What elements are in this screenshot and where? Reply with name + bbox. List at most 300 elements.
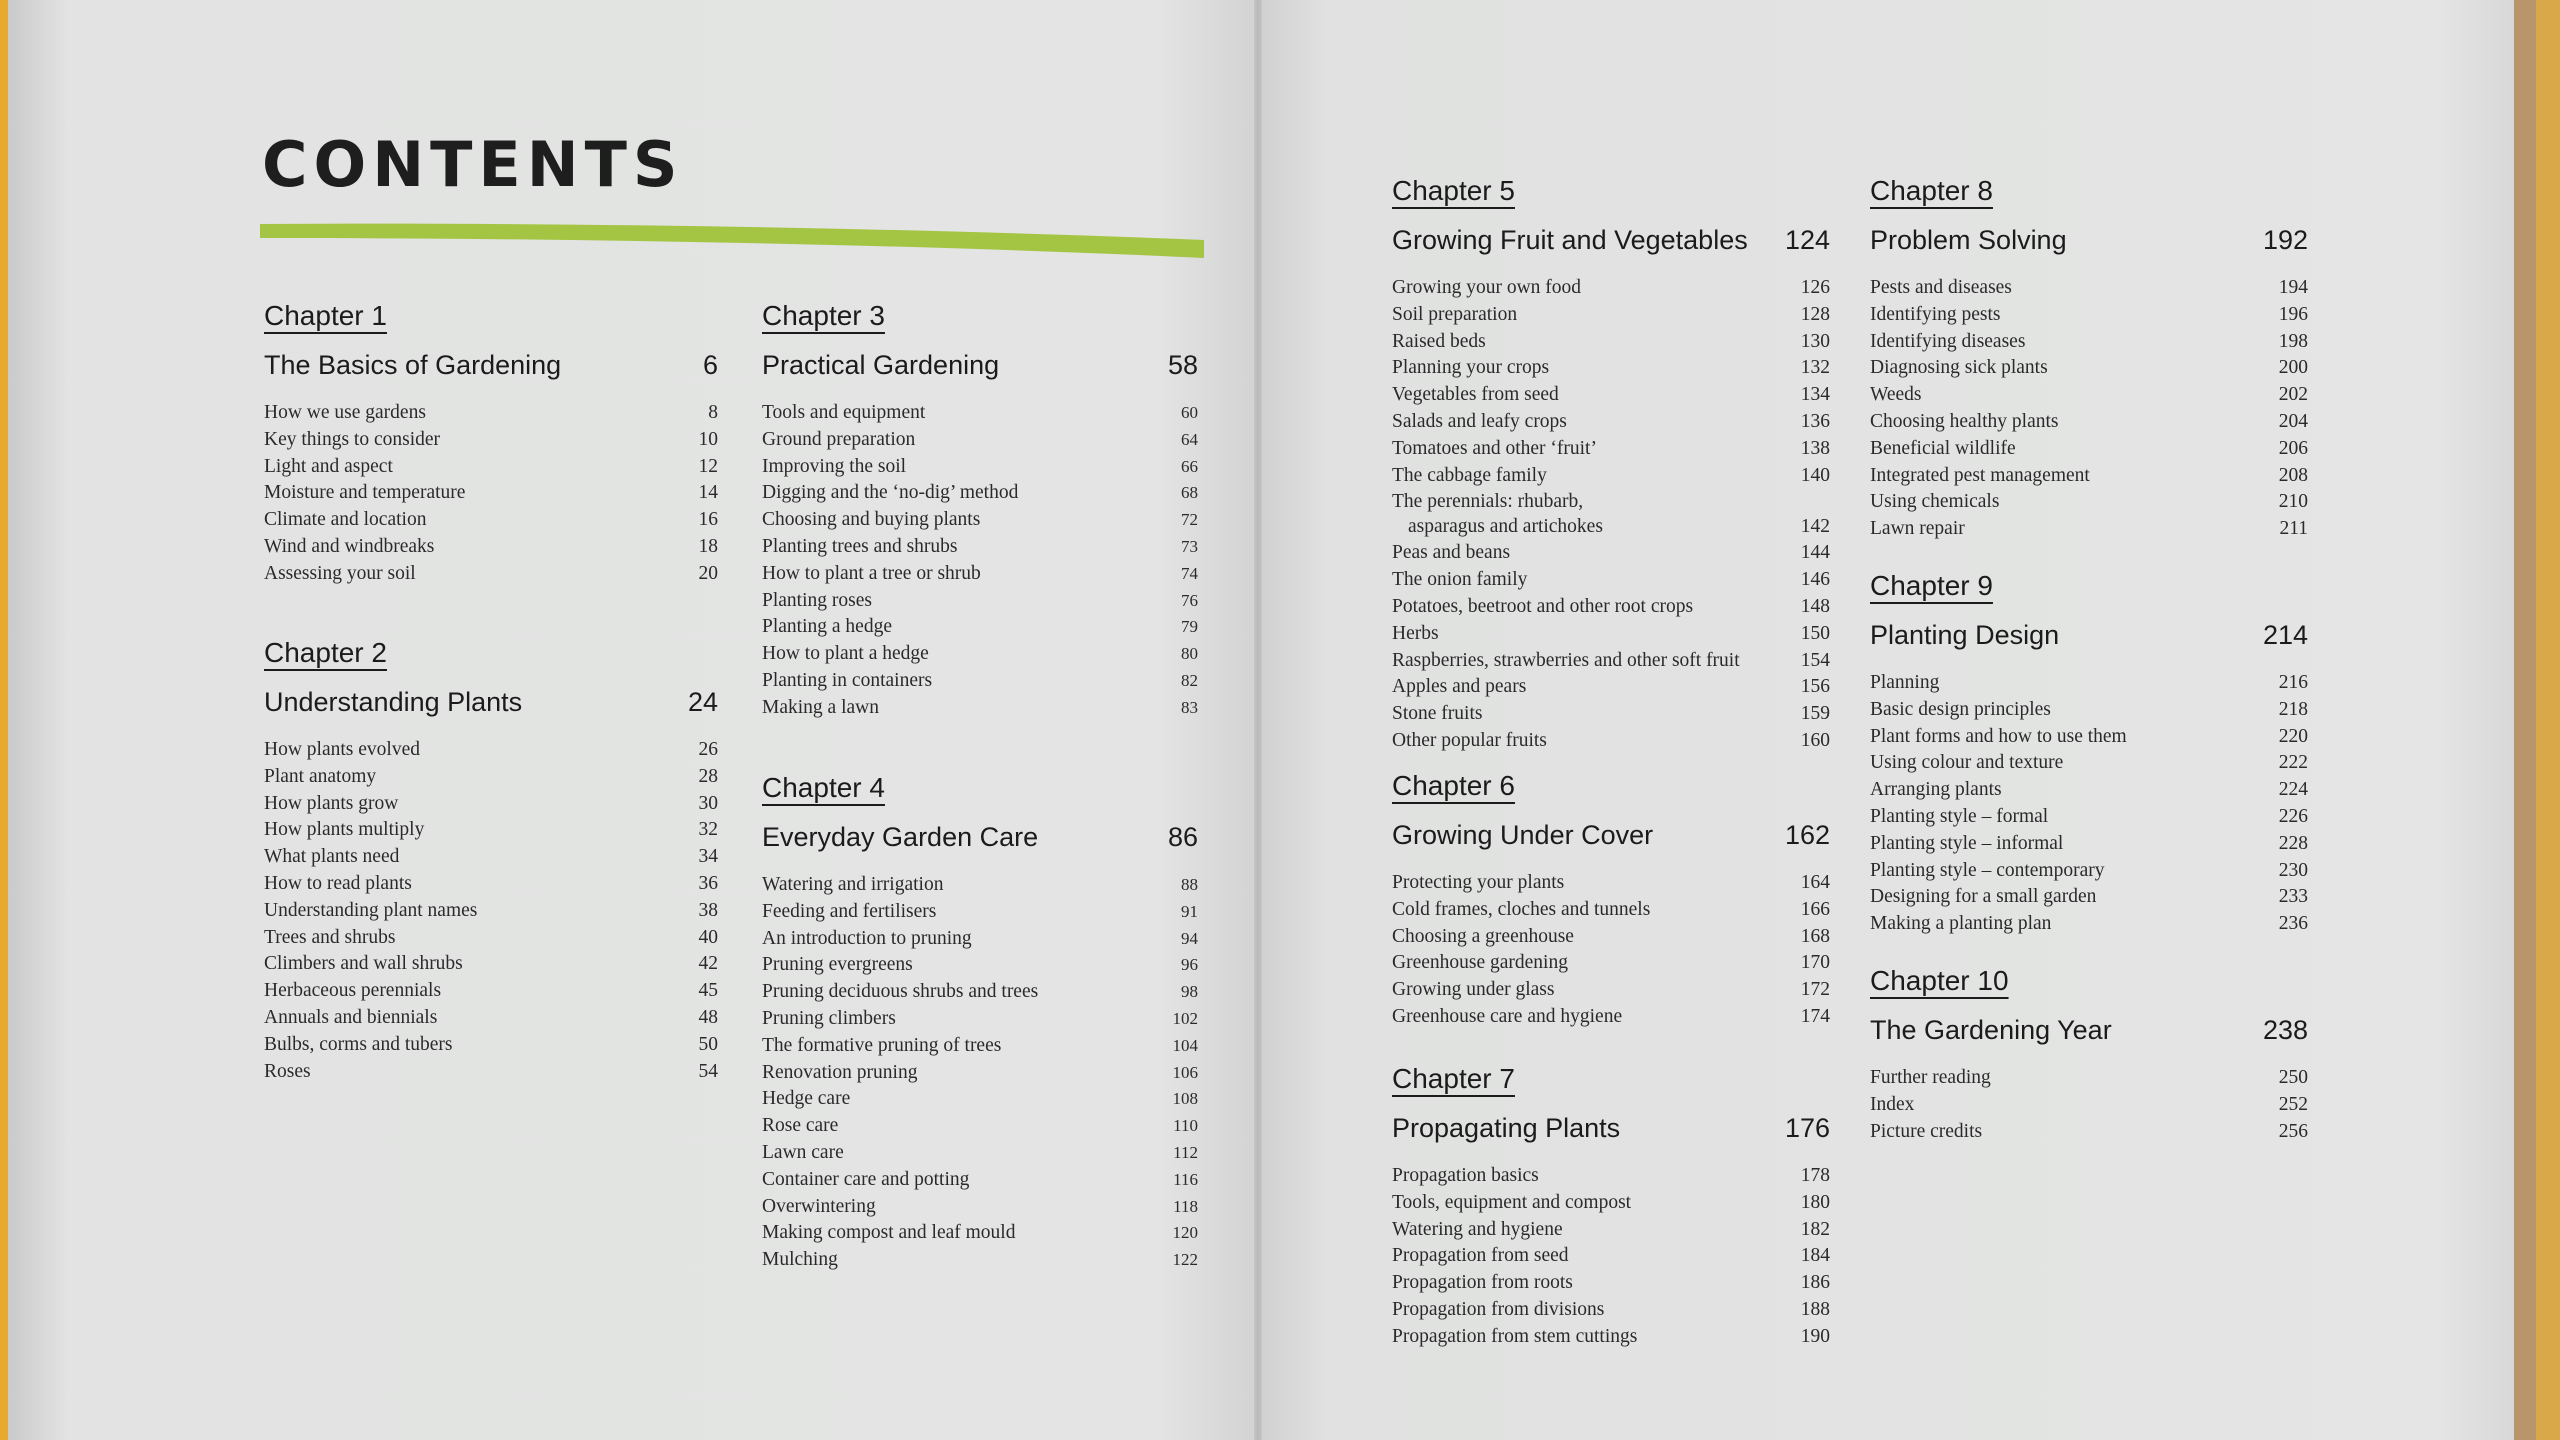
toc-entry [1870, 463, 2308, 490]
toc-entry [762, 454, 1198, 481]
entry-page-number: 74 [1181, 563, 1198, 583]
entry-page-number: 50 [698, 1033, 718, 1055]
entry-page-number: 8 [708, 402, 718, 423]
entry-title: Annuals and biennials [264, 1006, 438, 1028]
entry-title: Choosing and buying plants [762, 509, 981, 531]
entry-title: Herbs [1392, 622, 1439, 644]
toc-entry [1870, 382, 2308, 409]
entry-title: Making compost and leaf mould [762, 1222, 1016, 1244]
entry-page-number: 144 [1800, 542, 1830, 564]
entry-title: Digging and the ‘no-dig’ method [762, 482, 1019, 504]
entry-page-number: 73 [1181, 536, 1198, 556]
toc-entry [762, 979, 1198, 1006]
entry-page-number: 226 [2278, 805, 2308, 827]
toc-entry [1870, 1065, 2308, 1092]
entry-title: Container care and potting [762, 1168, 970, 1190]
entry-page-number: 196 [2278, 303, 2308, 325]
entry-list [264, 737, 718, 1085]
chapter-title: Problem Solving [1870, 225, 2067, 255]
toc-entry [1392, 1163, 1830, 1190]
toc-column-1 [262, 300, 718, 1100]
entry-title: Designing for a small garden [1870, 886, 2097, 908]
entry-title: Wind and windbreaks [264, 535, 435, 557]
entry-page-number: 146 [1800, 569, 1830, 591]
entry-page-number: 126 [1800, 277, 1830, 298]
entry-list [762, 872, 1198, 1274]
toc-entry [1392, 924, 1830, 951]
entry-list [1392, 275, 1830, 755]
chapter-title: Growing Fruit and Vegetables [1392, 225, 1748, 255]
entry-title: Planting roses [762, 589, 872, 611]
entry-page-number: 233 [2278, 886, 2308, 908]
entry-page-number: 120 [1172, 1223, 1198, 1243]
toc-entry [264, 925, 718, 952]
entry-page-number: 14 [698, 482, 718, 504]
toc-column-2 [760, 300, 1198, 1300]
entry-title: Trees and shrubs [264, 926, 396, 948]
toc-entry [762, 1247, 1198, 1274]
chapter-title: Understanding Plants [264, 687, 523, 717]
entry-title: Pruning climbers [762, 1007, 896, 1029]
entry-page-number: 200 [2278, 357, 2308, 379]
entry-title: The formative pruning of trees [762, 1034, 1002, 1056]
entry-page-number: 184 [1800, 1245, 1830, 1267]
entry-page-number: 160 [1800, 729, 1830, 751]
entry-title: Roses [264, 1060, 311, 1082]
chapter-label: Chapter 3 [762, 300, 885, 331]
toc-entry [762, 400, 1198, 427]
toc-entry [1392, 701, 1830, 728]
chapter-label: Chapter 1 [264, 300, 387, 331]
toc-entry [1392, 382, 1830, 409]
toc-column-3 [1390, 175, 1830, 1375]
toc-entry [1392, 870, 1830, 897]
entry-title: Apples and pears [1392, 676, 1527, 698]
entry-title: Planning [1870, 672, 1940, 693]
toc-entry [1392, 302, 1830, 329]
entry-title: Using chemicals [1870, 491, 2000, 513]
entry-title-continued: asparagus and artichokes [1408, 516, 1603, 538]
toc-entry [1870, 804, 2308, 831]
toc-entry [264, 534, 718, 561]
entry-title: Making a planting plan [1870, 913, 2052, 935]
entry-page-number: 40 [698, 926, 718, 948]
chapter-page-number: 214 [2262, 620, 2308, 650]
entry-list [1870, 670, 2308, 938]
chapter-page-number: 6 [702, 350, 718, 380]
chapter-page-number: 176 [1784, 1113, 1830, 1143]
entry-page-number: 174 [1800, 1005, 1830, 1027]
entry-title: Choosing a greenhouse [1392, 925, 1574, 947]
toc-entry [264, 561, 718, 588]
entry-title: Understanding plant names [264, 899, 478, 921]
toc-entry [762, 480, 1198, 507]
toc-entry [1870, 858, 2308, 885]
entry-title: Light and aspect [264, 455, 393, 477]
toc-entry [1870, 436, 2308, 463]
entry-page-number: 170 [1800, 952, 1830, 974]
chapter-page-number: 86 [1167, 822, 1198, 852]
toc-entry [1392, 1217, 1830, 1244]
toc-entry [1392, 409, 1830, 436]
toc-entry [1870, 884, 2308, 911]
entry-page-number: 91 [1181, 901, 1198, 921]
entry-page-number: 116 [1173, 1169, 1198, 1189]
toc-entry [1392, 1324, 1830, 1351]
entry-page-number: 168 [1800, 925, 1830, 947]
toc-entry [1870, 329, 2308, 356]
entry-page-number: 148 [1800, 595, 1830, 617]
chapter-title: Practical Gardening [762, 350, 1000, 380]
entry-page-number: 96 [1181, 955, 1198, 975]
entry-page-number: 28 [698, 765, 718, 787]
entry-page-number: 216 [2278, 672, 2308, 693]
entry-title: Propagation basics [1392, 1165, 1539, 1186]
entry-title: Planting style – formal [1870, 805, 2049, 827]
toc-entry [1392, 1243, 1830, 1270]
entry-page-number: 30 [698, 792, 718, 814]
entry-page-number: 224 [2278, 779, 2308, 801]
toc-entry [1870, 409, 2308, 436]
entry-title: Watering and irrigation [762, 874, 944, 895]
entry-list [264, 400, 718, 588]
entry-title: Lawn care [762, 1141, 844, 1163]
entry-page-number: 82 [1181, 670, 1198, 690]
toc-entry [1870, 489, 2308, 516]
toc-entry [1870, 516, 2308, 543]
entry-title: Salads and leafy crops [1392, 410, 1567, 432]
entry-page-number: 211 [2279, 518, 2308, 540]
chapter-label: Chapter 7 [1392, 1063, 1515, 1094]
entry-title: How to plant a tree or shrub [762, 562, 981, 584]
entry-title: Potatoes, beetroot and other root crops [1392, 595, 1694, 617]
entry-page-number: 142 [1800, 516, 1830, 538]
entry-page-number: 134 [1800, 384, 1830, 406]
entry-title: Pruning evergreens [762, 954, 913, 976]
entry-title: How to read plants [264, 872, 412, 894]
toc-entry [264, 427, 718, 454]
toc-entry [1392, 977, 1830, 1004]
chapter-title: Everyday Garden Care [762, 822, 1039, 852]
entry-page-number: 94 [1181, 928, 1198, 948]
chapter-label: Chapter 6 [1392, 770, 1515, 801]
toc-entry [762, 899, 1198, 926]
entry-page-number: 140 [1800, 464, 1830, 486]
entry-title: Ground preparation [762, 428, 916, 450]
entry-title: Arranging plants [1870, 779, 2002, 801]
toc-entry [264, 1005, 718, 1032]
entry-title: Growing under glass [1392, 979, 1555, 1001]
entry-title: Planting trees and shrubs [762, 535, 958, 557]
entry-page-number: 20 [698, 562, 718, 584]
entry-page-number: 208 [2278, 464, 2308, 486]
entry-list [1870, 275, 2308, 543]
toc-entry [762, 1140, 1198, 1167]
entry-page-number: 106 [1172, 1062, 1198, 1082]
entry-title: Cold frames, cloches and tunnels [1392, 898, 1651, 920]
entry-title: How we use gardens [264, 402, 426, 423]
entry-page-number: 138 [1800, 437, 1830, 459]
chapter-label: Chapter 9 [1870, 570, 1993, 601]
toc-entry [264, 951, 718, 978]
entry-list [762, 400, 1198, 722]
toc-entry [1392, 463, 1830, 490]
entry-page-number: 132 [1800, 357, 1830, 379]
chapter-page-number: 192 [2262, 225, 2308, 255]
entry-title: Tomatoes and other ‘fruit’ [1392, 437, 1597, 459]
chapter-label: Chapter 5 [1392, 175, 1515, 206]
entry-title: The perennials: rhubarb, [1392, 491, 1584, 513]
toc-entry [762, 1220, 1198, 1247]
toc-entry [1392, 540, 1830, 567]
toc-entry [1870, 750, 2308, 777]
entry-list [1392, 1163, 1830, 1351]
entry-page-number: 150 [1800, 622, 1830, 644]
toc-column-4 [1868, 175, 2308, 1175]
entry-page-number: 66 [1181, 456, 1198, 476]
toc-entry [264, 737, 718, 764]
entry-page-number: 102 [1172, 1008, 1198, 1028]
toc-entry [762, 1060, 1198, 1087]
entry-title: Moisture and temperature [264, 482, 466, 504]
toc-entry [264, 791, 718, 818]
chapter-title: Propagating Plants [1392, 1113, 1621, 1143]
entry-title: Vegetables from seed [1392, 384, 1559, 406]
entry-title: How plants grow [264, 792, 399, 814]
chapter-title: The Basics of Gardening [264, 350, 562, 380]
chapter-page-number: 124 [1784, 225, 1830, 255]
toc-entry [264, 764, 718, 791]
toc-entry [1392, 329, 1830, 356]
toc-entry [264, 480, 718, 507]
entry-title: The onion family [1392, 569, 1528, 591]
entry-title: Renovation pruning [762, 1061, 918, 1083]
toc-entry [264, 817, 718, 844]
toc-entry [1392, 1270, 1830, 1297]
entry-title: Growing your own food [1392, 277, 1582, 298]
toc-entry [1392, 489, 1830, 540]
entry-title: Improving the soil [762, 455, 907, 477]
chapter-label: Chapter 10 [1870, 965, 2009, 996]
entry-page-number: 60 [1181, 403, 1198, 422]
entry-title: The cabbage family [1392, 464, 1547, 486]
entry-title: Other popular fruits [1392, 729, 1547, 751]
entry-title: Watering and hygiene [1392, 1218, 1563, 1240]
entry-page-number: 190 [1800, 1325, 1830, 1347]
entry-title: Assessing your soil [264, 562, 416, 584]
toc-entry [1392, 621, 1830, 648]
entry-page-number: 172 [1800, 979, 1830, 1001]
entry-page-number: 154 [1800, 649, 1830, 671]
entry-title: Diagnosing sick plants [1870, 357, 2048, 379]
toc-entry [1392, 1297, 1830, 1324]
entry-page-number: 34 [698, 846, 718, 868]
entry-page-number: 98 [1181, 982, 1198, 1002]
chapter-label: Chapter 8 [1870, 175, 1993, 206]
toc-entry [1870, 670, 2308, 697]
toc-entry [264, 507, 718, 534]
toc-entry [1870, 1092, 2308, 1119]
entry-title: Planting a hedge [762, 616, 892, 638]
entry-title: Tools and equipment [762, 402, 926, 423]
entry-page-number: 12 [698, 455, 718, 477]
toc-entry [264, 844, 718, 871]
entry-title: Identifying diseases [1870, 330, 2026, 352]
toc-entry [762, 1194, 1198, 1221]
chapter-title: Planting Design [1870, 620, 2060, 650]
toc-entry [762, 872, 1198, 899]
entry-title: How to plant a hedge [762, 643, 929, 665]
toc-entry [762, 926, 1198, 953]
entry-title: Climate and location [264, 509, 427, 531]
entry-page-number: 112 [1173, 1142, 1198, 1162]
entry-title: Protecting your plants [1392, 872, 1565, 893]
toc-entry [1392, 1004, 1830, 1031]
entry-page-number: 18 [698, 535, 718, 557]
entry-page-number: 110 [1173, 1116, 1198, 1136]
entry-title: Plant forms and how to use them [1870, 725, 2127, 747]
entry-page-number: 76 [1181, 590, 1198, 610]
entry-page-number: 180 [1800, 1191, 1830, 1213]
toc-entry [1392, 648, 1830, 675]
toc-entry [1870, 355, 2308, 382]
toc-entry [264, 1059, 718, 1086]
entry-page-number: 210 [2278, 491, 2308, 513]
entry-title: How plants multiply [264, 819, 425, 841]
entry-page-number: 222 [2278, 752, 2308, 774]
entry-page-number: 164 [1800, 872, 1830, 893]
book-spine [1254, 0, 1262, 1440]
entry-title: Integrated pest management [1870, 464, 2090, 486]
entry-page-number: 32 [698, 819, 718, 841]
entry-page-number: 178 [1800, 1165, 1830, 1186]
toc-entry [1870, 831, 2308, 858]
entry-list [1392, 870, 1830, 1031]
entry-title: Plant anatomy [264, 765, 377, 787]
toc-entry [1392, 275, 1830, 302]
toc-entry [264, 454, 718, 481]
entry-page-number: 79 [1181, 617, 1198, 637]
entry-title: Raspberries, strawberries and other soft fruit [1392, 649, 1740, 671]
entry-title: Peas and beans [1392, 542, 1511, 564]
toc-entry [264, 1032, 718, 1059]
entry-page-number: 194 [2278, 277, 2308, 298]
entry-page-number: 156 [1800, 676, 1830, 698]
entry-title: Choosing healthy plants [1870, 410, 2059, 432]
toc-entry [762, 695, 1198, 722]
entry-title: Planting style – informal [1870, 832, 2064, 854]
chapter-page-number: 162 [1784, 820, 1830, 850]
entry-page-number: 202 [2278, 384, 2308, 406]
toc-entry [762, 507, 1198, 534]
entry-title: Pruning deciduous shrubs and trees [762, 981, 1039, 1003]
page-title: CONTENTS [262, 128, 684, 201]
entry-title: How plants evolved [264, 739, 420, 760]
toc-entry [762, 641, 1198, 668]
entry-title: Propagation from divisions [1392, 1298, 1605, 1320]
entry-page-number: 188 [1800, 1298, 1830, 1320]
toc-entry [1870, 302, 2308, 329]
entry-title: Index [1870, 1093, 1915, 1115]
entry-page-number: 122 [1172, 1250, 1198, 1270]
entry-title: Propagation from stem cuttings [1392, 1325, 1638, 1347]
entry-page-number: 236 [2278, 913, 2308, 935]
entry-title: Propagation from seed [1392, 1245, 1569, 1267]
entry-title: Raised beds [1392, 330, 1486, 352]
toc-entry [762, 588, 1198, 615]
entry-title: Hedge care [762, 1088, 851, 1110]
entry-page-number: 166 [1800, 898, 1830, 920]
entry-page-number: 256 [2278, 1120, 2308, 1142]
toc-entry [264, 978, 718, 1005]
entry-page-number: 118 [1173, 1196, 1198, 1216]
entry-page-number: 136 [1800, 410, 1830, 432]
toc-entry [1870, 911, 2308, 938]
entry-page-number: 250 [2278, 1067, 2308, 1088]
entry-title: Using colour and texture [1870, 752, 2064, 774]
chapter-page-number: 24 [687, 687, 718, 717]
entry-title: Mulching [762, 1249, 838, 1271]
entry-page-number: 72 [1181, 510, 1198, 530]
entry-page-number: 108 [1172, 1089, 1198, 1109]
entry-title: Key things to consider [264, 428, 441, 450]
toc-entry [1392, 594, 1830, 621]
entry-title: Pests and diseases [1870, 277, 2012, 298]
toc-entry [1870, 1119, 2308, 1146]
entry-title: Climbers and wall shrubs [264, 953, 463, 975]
toc-entry [1870, 777, 2308, 804]
entry-page-number: 230 [2278, 859, 2308, 881]
entry-page-number: 68 [1181, 483, 1198, 503]
toc-entry [762, 614, 1198, 641]
entry-title: Making a lawn [762, 696, 879, 718]
entry-title: Bulbs, corms and tubers [264, 1033, 453, 1055]
toc-entry [762, 427, 1198, 454]
entry-title: Planting style – contemporary [1870, 859, 2105, 881]
entry-title: Picture credits [1870, 1120, 1983, 1142]
entry-page-number: 204 [2278, 410, 2308, 432]
toc-entry [762, 561, 1198, 588]
toc-entry [1870, 724, 2308, 751]
entry-title: Greenhouse gardening [1392, 952, 1568, 974]
entry-title: What plants need [264, 846, 400, 868]
toc-entry [762, 1167, 1198, 1194]
entry-title: Lawn repair [1870, 518, 1965, 540]
toc-entry [762, 952, 1198, 979]
entry-page-number: 186 [1800, 1272, 1830, 1294]
entry-page-number: 26 [698, 739, 718, 760]
entry-page-number: 206 [2278, 437, 2308, 459]
entry-title: Stone fruits [1392, 703, 1483, 725]
entry-page-number: 128 [1800, 303, 1830, 325]
entry-page-number: 45 [698, 980, 718, 1002]
entry-title: Planning your crops [1392, 357, 1550, 379]
entry-page-number: 36 [698, 872, 718, 894]
entry-title: Identifying pests [1870, 303, 2001, 325]
toc-entry [1392, 436, 1830, 463]
toc-entry [264, 898, 718, 925]
chapter-page-number: 238 [2262, 1015, 2308, 1045]
entry-title: Planting in containers [762, 669, 933, 691]
chapter-title: The Gardening Year [1870, 1015, 2112, 1045]
toc-entry [264, 400, 718, 427]
entry-page-number: 48 [698, 1006, 718, 1028]
entry-title: Further reading [1870, 1067, 1991, 1088]
toc-entry [1870, 697, 2308, 724]
entry-page-number: 54 [698, 1060, 718, 1082]
toc-entry [762, 1086, 1198, 1113]
entry-title: Beneficial wildlife [1870, 437, 2016, 459]
